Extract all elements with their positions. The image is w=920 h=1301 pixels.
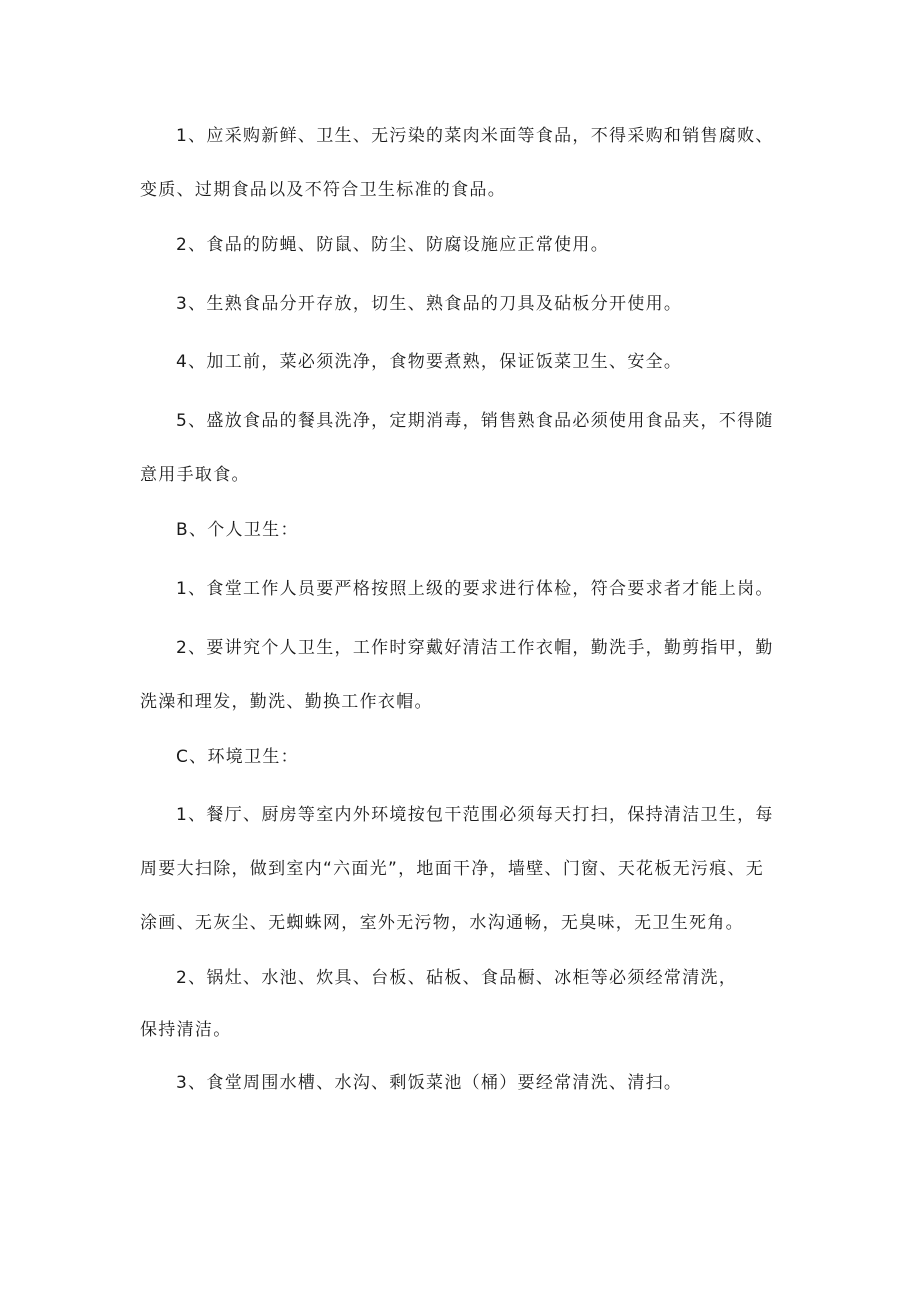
food-item-3: 3、生熟食品分开存放，切生、熟食品的刀具及砧板分开使用。 [176, 294, 683, 314]
environment-item-2-line-1: 2、锅灶、水池、炊具、台板、砧板、食品橱、冰柜等必须经常清洗， [176, 968, 738, 988]
personal-item-2: 2、要讲究个人卫生，工作时穿戴好清洁工作衣帽，勤洗手，勤剪指甲，勤洗澡和理发，勤洗、勤换工作衣帽。 [140, 638, 774, 712]
personal-item-1: 1、食堂工作人员要严格按照上级的要求进行体检，符合要求者才能上岗。 [176, 579, 774, 599]
environment-item-3: 3、食堂周围水槽、水沟、剩饭菜池（桶）要经常清洗、清扫。 [176, 1073, 683, 1093]
food-item-2: 2、食品的防蝇、防鼠、防尘、防腐设施应正常使用。 [176, 235, 610, 255]
environment-item-1: 1、餐厅、厨房等室内外环境按包干范围必须每天打扫，保持清洁卫生，每周要大扫除，做到室内“六面光”，地面干净，墙壁、门窗、天花板无污痕、无涂画、无灰尘、无蜘蛛网，室外无污物，水沟通畅，无臭味，无卫生死角。 [140, 805, 774, 933]
food-item-4: 4、加工前，菜必须洗净，食物要煮熟，保证饭菜卫生、安全。 [176, 352, 683, 372]
section-heading-environment: C、环境卫生： [176, 747, 299, 767]
food-item-5: 5、盛放食品的餐具洗净，定期消毒，销售熟食品必须使用食品夹，不得随意用手取食。 [140, 411, 774, 485]
food-item-1: 1、应采购新鲜、卫生、无污染的菜肉米面等食品，不得采购和销售腐败、变质、过期食品以及不符合卫生标准的食品。 [140, 126, 774, 200]
section-heading-personal: B、个人卫生： [176, 520, 299, 540]
environment-item-2-line-2: 保持清洁。 [140, 1020, 232, 1040]
